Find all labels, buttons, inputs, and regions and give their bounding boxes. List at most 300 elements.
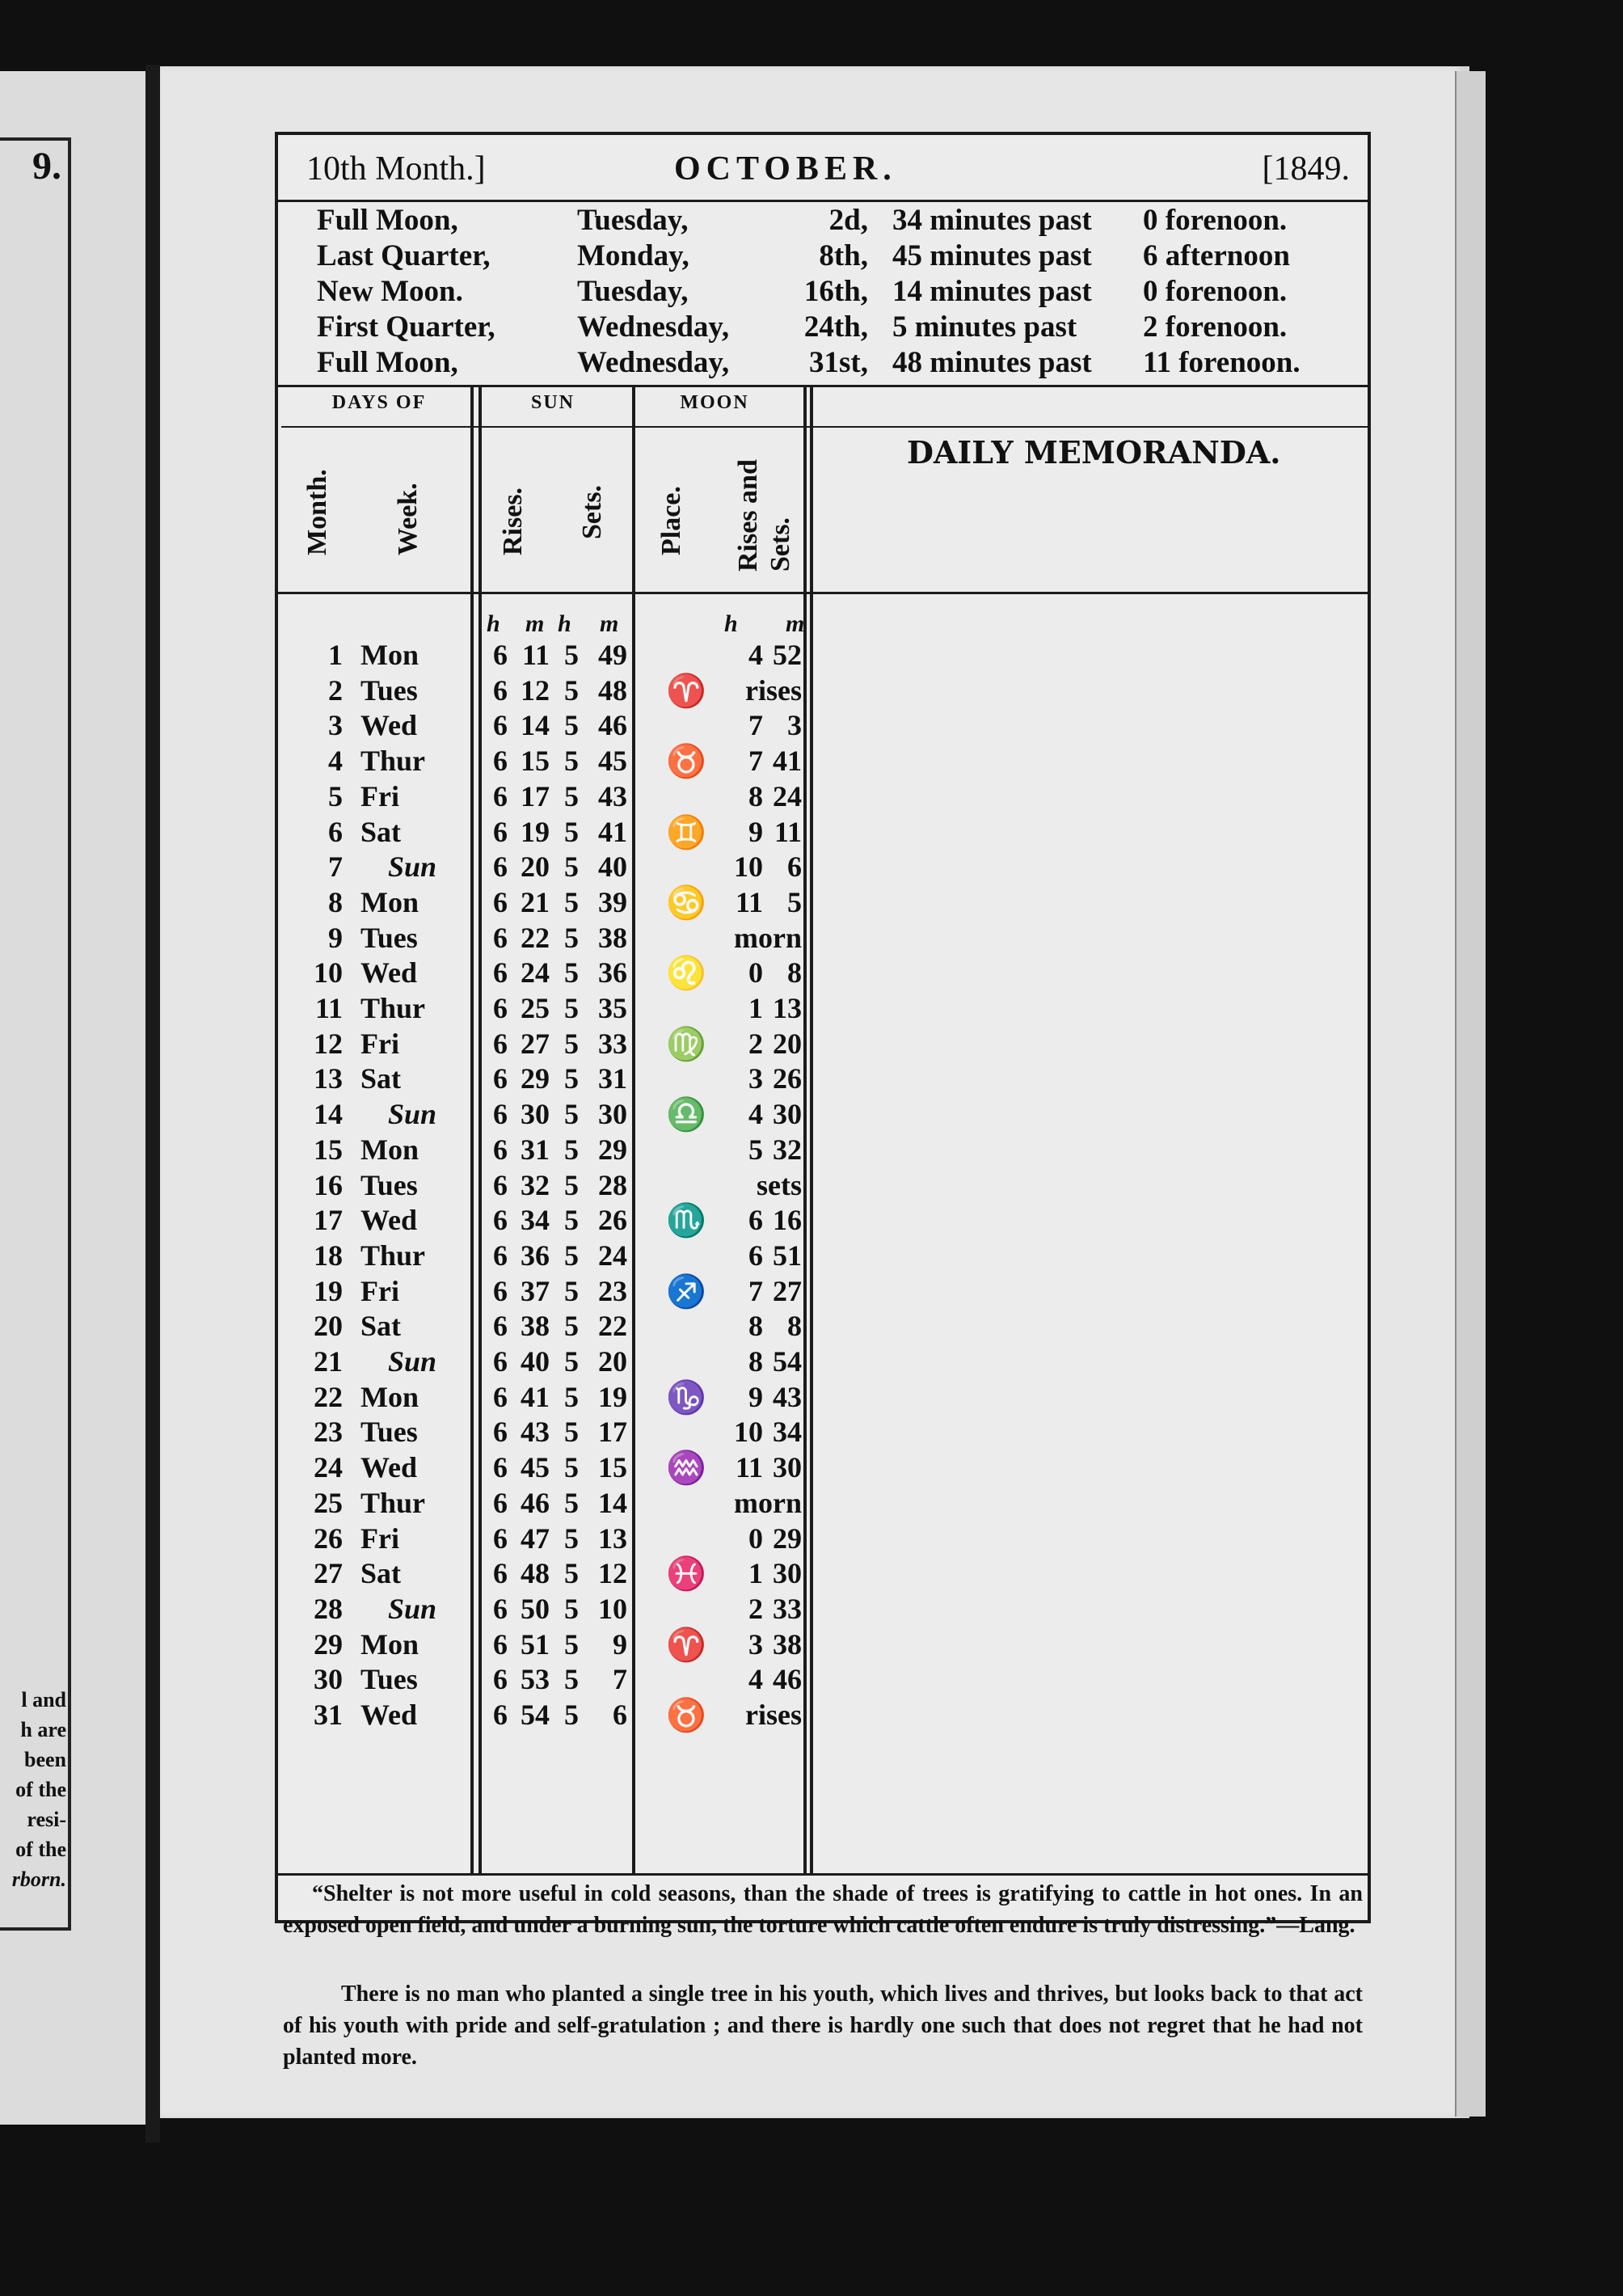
- day-of-month: 14: [314, 1098, 343, 1131]
- moon-phase-date: 16th,: [803, 275, 868, 308]
- col-sun-rises: Rises.: [498, 487, 528, 555]
- sunrise-hour: 6: [493, 1274, 508, 1307]
- sunrise-hour: 6: [493, 1380, 508, 1413]
- moon-phase-phase: Full Moon,: [317, 346, 458, 379]
- day-of-week: Thur: [360, 1239, 426, 1272]
- day-of-week: Sun: [388, 850, 437, 884]
- moon-phase-time: 45 minutes past: [892, 239, 1092, 272]
- col-moon-place: Place.: [656, 486, 686, 555]
- sunrise-hour: 6: [493, 1451, 508, 1484]
- unit-h: h: [724, 610, 738, 637]
- moon-place: ♉: [666, 743, 706, 780]
- day-of-month: 3: [328, 709, 343, 742]
- col-moon-rises-sets: Rises and Sets.: [733, 459, 795, 572]
- sunrise-minute: 37: [521, 1274, 550, 1307]
- day-of-week: Wed: [360, 1451, 418, 1484]
- col-month: Month.: [302, 469, 332, 555]
- moon-hour: 4: [748, 1098, 763, 1131]
- day-of-month: 29: [314, 1627, 343, 1661]
- moon-hour: 7: [748, 1274, 763, 1307]
- sunrise-minute: 38: [521, 1310, 550, 1343]
- sunset-hour: 5: [564, 673, 579, 707]
- day-of-week: Sun: [388, 1592, 437, 1625]
- day-of-week: Wed: [360, 1699, 418, 1731]
- sunset-hour: 5: [564, 745, 579, 778]
- day-of-week: Mon: [360, 885, 419, 918]
- sunset-hour: 5: [564, 1027, 579, 1060]
- moon-hour: 9: [748, 1380, 763, 1413]
- moon-phase-hour: 0 forenoon.: [1143, 204, 1288, 237]
- sunset-hour: 5: [564, 956, 579, 990]
- moon-hour: 9: [748, 815, 763, 848]
- moon-hour: 4: [748, 639, 763, 671]
- day-of-month: 31: [314, 1699, 343, 1731]
- sunset-hour: 5: [564, 1522, 579, 1555]
- sunset-hour: 5: [564, 639, 579, 671]
- moon-phase-time: 5 minutes past: [892, 310, 1077, 344]
- day-of-week: Fri: [360, 1522, 399, 1555]
- sunset-hour: 5: [564, 1557, 579, 1590]
- sunrise-minute: 54: [521, 1699, 550, 1731]
- sunset-hour: 5: [564, 1274, 579, 1307]
- day-of-month: 4: [328, 745, 343, 778]
- sunset-minute: 29: [598, 1133, 627, 1166]
- sunset-hour: 5: [564, 1592, 579, 1625]
- sunrise-minute: 45: [521, 1451, 550, 1484]
- moon-minute: 8: [787, 956, 802, 990]
- day-of-month: 8: [328, 885, 343, 918]
- sunset-minute: 19: [598, 1380, 627, 1413]
- group-sun: SUN: [530, 392, 575, 413]
- sunrise-hour: 6: [493, 1416, 508, 1449]
- moon-phase-hour: 0 forenoon.: [1143, 275, 1288, 308]
- day-of-month: 7: [328, 850, 343, 884]
- sunset-minute: 9: [613, 1627, 627, 1661]
- quote-tree: There is no man who planted a single tree in his youth, which lives and thrives, but looks back to that act of his youth with pride and self-gratulation ; and there is hardly one such that does not regret that he had not planted more.: [283, 1982, 1363, 2070]
- moon-phase-weekday: Tuesday,: [577, 204, 689, 237]
- day-of-month: 24: [314, 1451, 343, 1484]
- moon-hour: sets: [757, 1168, 802, 1201]
- sunrise-hour: 6: [493, 921, 508, 954]
- sunset-hour: 5: [564, 1627, 579, 1661]
- day-of-month: 13: [314, 1062, 343, 1095]
- day-of-month: 17: [314, 1204, 343, 1237]
- sunrise-hour: 6: [493, 1027, 508, 1060]
- day-of-week: Sun: [388, 1345, 437, 1378]
- moon-phase-phase: Last Quarter,: [317, 239, 491, 272]
- moon-phase-hour: 6 afternoon: [1143, 239, 1290, 272]
- adjacent-page-glyph: 9.: [32, 145, 61, 188]
- moon-minute: 30: [773, 1557, 802, 1590]
- moon-place: ♒: [666, 1450, 706, 1487]
- sunrise-hour: 6: [493, 1133, 508, 1166]
- sunrise-minute: 31: [521, 1133, 550, 1166]
- sunset-minute: 12: [598, 1557, 627, 1590]
- sunrise-hour: 6: [493, 1310, 508, 1343]
- day-of-week: Thur: [360, 1486, 426, 1519]
- sunrise-hour: 6: [493, 1592, 508, 1625]
- unit-m: m: [600, 610, 619, 637]
- moon-place: ♌: [666, 955, 706, 992]
- col-week: Week.: [393, 483, 423, 555]
- day-of-month: 21: [314, 1345, 343, 1378]
- sunrise-minute: 34: [521, 1204, 550, 1237]
- day-of-month: 22: [314, 1380, 343, 1413]
- group-days-of: DAYS OF: [331, 392, 427, 413]
- sunset-minute: 15: [598, 1451, 627, 1484]
- sunrise-hour: 6: [493, 1168, 508, 1201]
- month-number: 10th Month.]: [306, 150, 486, 188]
- moon-hour: morn: [734, 921, 802, 954]
- moon-hour: 3: [748, 1062, 763, 1095]
- moon-phase-weekday: Monday,: [577, 239, 689, 272]
- sunset-hour: 5: [564, 992, 579, 1024]
- sunset-minute: 7: [613, 1663, 627, 1696]
- sunset-minute: 14: [598, 1486, 627, 1519]
- sunset-hour: 5: [564, 1133, 579, 1166]
- sunset-hour: 5: [564, 1486, 579, 1519]
- sunrise-minute: 20: [521, 850, 550, 884]
- moon-hour: 0: [748, 1522, 763, 1555]
- sunrise-hour: 6: [493, 1204, 508, 1237]
- day-of-week: Fri: [360, 1027, 399, 1060]
- col-rule-c: [632, 386, 635, 1873]
- adjacent-page-line: rborn.: [11, 1868, 66, 1891]
- sunrise-minute: 30: [521, 1098, 550, 1131]
- sunset-minute: 43: [598, 779, 627, 812]
- moon-hour: morn: [734, 1486, 802, 1519]
- sunset-minute: 28: [598, 1168, 627, 1201]
- moon-hour: 8: [748, 1310, 763, 1343]
- sunrise-hour: 6: [493, 885, 508, 918]
- sunset-hour: 5: [564, 1345, 579, 1378]
- almanac-frame: [275, 132, 1371, 2070]
- day-of-week: Sun: [388, 1098, 437, 1131]
- sunrise-minute: 32: [521, 1168, 550, 1201]
- sunrise-minute: 17: [521, 779, 550, 812]
- moon-minute: 26: [773, 1062, 802, 1095]
- moon-place: ♊: [666, 813, 706, 850]
- day-of-month: 28: [314, 1592, 343, 1625]
- moon-minute: 33: [773, 1592, 802, 1625]
- day-of-month: 1: [328, 639, 343, 671]
- col-sun-sets: Sets.: [577, 484, 607, 539]
- sunset-hour: 5: [564, 1451, 579, 1484]
- sunset-hour: 5: [564, 1168, 579, 1201]
- sunset-minute: 49: [598, 639, 627, 671]
- sunset-hour: 5: [564, 1062, 579, 1095]
- moon-place: ♈: [666, 672, 706, 709]
- moon-minute: 5: [787, 885, 802, 918]
- sunrise-hour: 6: [493, 745, 508, 778]
- day-of-month: 20: [314, 1310, 343, 1343]
- sunrise-minute: 21: [521, 885, 550, 918]
- sunset-minute: 24: [598, 1239, 627, 1272]
- day-of-week: Thur: [360, 745, 426, 778]
- sunset-hour: 5: [564, 921, 579, 954]
- sunrise-hour: 6: [493, 1557, 508, 1590]
- moon-hour: rises: [745, 673, 802, 707]
- unit-m: m: [786, 610, 805, 637]
- sunset-minute: 36: [598, 956, 627, 990]
- month-title: OCTOBER.: [674, 150, 897, 188]
- moon-hour: rises: [745, 1699, 802, 1731]
- day-of-month: 18: [314, 1239, 343, 1272]
- sunset-minute: 20: [598, 1345, 627, 1378]
- sunset-minute: 22: [598, 1310, 627, 1343]
- day-of-month: 12: [314, 1027, 343, 1060]
- moon-place: ♐: [666, 1273, 706, 1310]
- moon-hour: 6: [748, 1204, 763, 1237]
- sunset-minute: 31: [598, 1062, 627, 1095]
- moon-minute: 41: [773, 745, 802, 778]
- day-of-month: 5: [328, 779, 343, 812]
- day-of-week: Sat: [360, 1557, 402, 1590]
- day-of-month: 16: [314, 1168, 343, 1201]
- col-rule-e: [810, 386, 813, 1873]
- sunset-hour: 5: [564, 1416, 579, 1449]
- moon-place: ♍: [666, 1025, 706, 1062]
- sunrise-hour: 6: [493, 673, 508, 707]
- sunrise-hour: 6: [493, 1098, 508, 1131]
- sunrise-hour: 6: [493, 779, 508, 812]
- sunrise-hour: 6: [493, 1486, 508, 1519]
- moon-minute: 30: [773, 1451, 802, 1484]
- sunrise-minute: 40: [521, 1345, 550, 1378]
- sunset-hour: 5: [564, 1239, 579, 1272]
- moon-hour: 8: [748, 1345, 763, 1378]
- sunset-minute: 38: [598, 921, 627, 954]
- sunrise-hour: 6: [493, 850, 508, 884]
- phase-rule: [278, 385, 1368, 387]
- adjacent-page-line: been: [24, 1748, 66, 1771]
- moon-minute: 30: [773, 1098, 802, 1131]
- sunrise-hour: 6: [493, 1699, 508, 1731]
- moon-place: ♈: [666, 1626, 706, 1663]
- moon-minute: 3: [787, 709, 802, 742]
- moon-hour: 6: [748, 1239, 763, 1272]
- sunrise-minute: 15: [521, 745, 550, 778]
- moon-hour: 8: [748, 779, 763, 812]
- moon-phase-time: 34 minutes past: [892, 204, 1092, 237]
- day-of-week: Wed: [360, 709, 418, 742]
- moon-minute: 27: [773, 1274, 802, 1307]
- moon-hour: 4: [748, 1663, 763, 1696]
- adjacent-page-frame: [0, 137, 71, 1931]
- moon-minute: 32: [773, 1133, 802, 1166]
- day-of-week: Mon: [360, 1380, 419, 1413]
- sunset-minute: 46: [598, 709, 627, 742]
- sunrise-hour: 6: [493, 1663, 508, 1696]
- group-moon: MOON: [680, 392, 749, 413]
- moon-hour: 7: [748, 709, 763, 742]
- adjacent-page-line: l and: [21, 1688, 66, 1711]
- day-of-month: 6: [328, 815, 343, 848]
- sunset-minute: 35: [598, 992, 627, 1024]
- day-of-week: Tues: [360, 673, 418, 707]
- moon-minute: 38: [773, 1627, 802, 1661]
- day-of-month: 23: [314, 1416, 343, 1449]
- moon-minute: 54: [773, 1345, 802, 1378]
- sunrise-minute: 36: [521, 1239, 550, 1272]
- moon-phase-time: 48 minutes past: [892, 346, 1092, 379]
- moon-phase-phase: New Moon.: [317, 275, 463, 308]
- quote-rule: [278, 1873, 1368, 1876]
- page-edge: [1455, 71, 1486, 2117]
- moon-minute: 52: [773, 639, 802, 671]
- sunset-minute: 33: [598, 1027, 627, 1060]
- sunset-hour: 5: [564, 709, 579, 742]
- day-of-month: 11: [314, 992, 343, 1024]
- moon-hour: 3: [748, 1627, 763, 1661]
- moon-hour: 2: [748, 1592, 763, 1625]
- moon-phase-phase: First Quarter,: [317, 310, 495, 344]
- moon-hour: 10: [734, 850, 763, 884]
- sunset-hour: 5: [564, 1699, 579, 1731]
- moon-phase-date: 31st,: [809, 346, 868, 379]
- day-of-week: Tues: [360, 1168, 418, 1201]
- day-of-week: Tues: [360, 1416, 418, 1449]
- moon-phase-date: 8th,: [819, 239, 868, 272]
- day-of-week: Wed: [360, 956, 418, 990]
- day-of-week: Thur: [360, 992, 426, 1024]
- moon-minute: 43: [773, 1380, 802, 1413]
- adjacent-page-line: of the: [15, 1778, 66, 1801]
- sunrise-hour: 6: [493, 1627, 508, 1661]
- sunset-hour: 5: [564, 885, 579, 918]
- day-of-week: Sat: [360, 1310, 402, 1343]
- sunrise-minute: 29: [521, 1062, 550, 1095]
- day-of-week: Mon: [360, 639, 419, 671]
- sunset-minute: 23: [598, 1274, 627, 1307]
- sunset-hour: 5: [564, 1204, 579, 1237]
- moon-place: ♓: [666, 1555, 706, 1593]
- moon-place: ♉: [666, 1697, 706, 1733]
- moon-hour: 0: [748, 956, 763, 990]
- moon-phase-hour: 2 forenoon.: [1143, 310, 1288, 344]
- moon-phase-weekday: Tuesday,: [577, 275, 689, 308]
- sunrise-minute: 14: [521, 709, 550, 742]
- unit-h: h: [487, 610, 500, 637]
- moon-minute: 51: [773, 1239, 802, 1272]
- moon-phase-date: 2d,: [828, 204, 868, 237]
- moon-phase-time: 14 minutes past: [892, 275, 1092, 308]
- day-of-week: Wed: [360, 1204, 418, 1237]
- day-of-month: 25: [314, 1486, 343, 1519]
- sunrise-hour: 6: [493, 1522, 508, 1555]
- sunset-minute: 6: [613, 1699, 627, 1731]
- unit-m: m: [525, 610, 545, 637]
- moon-hour: 10: [734, 1416, 763, 1449]
- sunset-minute: 39: [598, 885, 627, 918]
- moon-phase-weekday: Wednesday,: [577, 346, 730, 379]
- day-of-week: Mon: [360, 1627, 419, 1661]
- year: [1849.: [1262, 150, 1350, 188]
- moon-minute: 34: [773, 1416, 802, 1449]
- moon-minute: 6: [787, 850, 802, 884]
- day-of-month: 27: [314, 1557, 343, 1590]
- sunset-minute: 17: [598, 1416, 627, 1449]
- sunrise-minute: 47: [521, 1522, 550, 1555]
- sunrise-minute: 50: [521, 1592, 550, 1625]
- group-rule: [281, 426, 1368, 428]
- sunrise-minute: 24: [521, 956, 550, 990]
- sunset-hour: 5: [564, 815, 579, 848]
- day-of-week: Tues: [360, 921, 418, 954]
- column-rule: [278, 592, 1368, 594]
- sunrise-minute: 48: [521, 1557, 550, 1590]
- moon-hour: 11: [735, 885, 763, 918]
- moon-place: ♋: [666, 884, 706, 921]
- moon-hour: 7: [748, 745, 763, 778]
- sunrise-hour: 6: [493, 815, 508, 848]
- adjacent-page-line: of the: [15, 1838, 66, 1861]
- day-of-month: 10: [314, 956, 343, 990]
- sunset-minute: 45: [598, 745, 627, 778]
- col-rule-d: [803, 386, 807, 1873]
- sunset-minute: 30: [598, 1098, 627, 1131]
- sunrise-minute: 11: [521, 639, 550, 671]
- sunrise-hour: 6: [493, 992, 508, 1024]
- day-of-week: Sat: [360, 1062, 402, 1095]
- header-rule: [278, 200, 1368, 202]
- moon-phase-weekday: Wednesday,: [577, 310, 730, 344]
- sunset-hour: 5: [564, 779, 579, 812]
- moon-minute: 46: [773, 1663, 802, 1696]
- day-of-week: Mon: [360, 1133, 419, 1166]
- moon-phase-hour: 11 forenoon.: [1143, 346, 1301, 379]
- sunrise-minute: 22: [521, 921, 550, 954]
- moon-minute: 13: [773, 992, 802, 1024]
- sunrise-minute: 27: [521, 1027, 550, 1060]
- moon-minute: 11: [774, 815, 802, 848]
- adjacent-page-line: resi-: [27, 1808, 66, 1831]
- sunset-hour: 5: [564, 1310, 579, 1343]
- moon-minute: 20: [773, 1027, 802, 1060]
- moon-hour: 2: [748, 1027, 763, 1060]
- sunrise-minute: 53: [521, 1663, 550, 1696]
- moon-hour: 5: [748, 1133, 763, 1166]
- sunrise-minute: 19: [521, 815, 550, 848]
- day-of-month: 26: [314, 1522, 343, 1555]
- sunrise-hour: 6: [493, 1062, 508, 1095]
- sunrise-minute: 43: [521, 1416, 550, 1449]
- moon-hour: 1: [748, 992, 763, 1024]
- day-of-week: Fri: [360, 1274, 399, 1307]
- moon-minute: 24: [773, 779, 802, 812]
- sunset-minute: 26: [598, 1204, 627, 1237]
- moon-hour: 1: [748, 1557, 763, 1590]
- sunset-hour: 5: [564, 1098, 579, 1131]
- day-of-month: 15: [314, 1133, 343, 1166]
- sunrise-minute: 51: [521, 1627, 550, 1661]
- moon-place: ♑: [666, 1378, 706, 1416]
- sunset-hour: 5: [564, 850, 579, 884]
- moon-phase-date: 24th,: [803, 310, 868, 344]
- moon-place: ♎: [666, 1096, 706, 1133]
- sunset-minute: 10: [598, 1592, 627, 1625]
- sunrise-hour: 6: [493, 956, 508, 990]
- sunrise-hour: 6: [493, 1345, 508, 1378]
- sunset-hour: 5: [564, 1380, 579, 1413]
- quote-shelter: “Shelter is not more useful in cold seasons, than the shade of trees is gratifying to cattle in hot ones. In an exposed open field, and under a burning sun, the torture which cattle often endure is truly distressing.”—Lang.: [283, 1881, 1363, 1938]
- day-of-week: Tues: [360, 1663, 418, 1696]
- day-of-week: Sat: [360, 815, 402, 848]
- sunrise-minute: 12: [521, 673, 550, 707]
- daily-memoranda-title: DAILY MEMORANDA.: [907, 434, 1281, 471]
- sunset-minute: 41: [598, 815, 627, 848]
- sunrise-hour: 6: [493, 639, 508, 671]
